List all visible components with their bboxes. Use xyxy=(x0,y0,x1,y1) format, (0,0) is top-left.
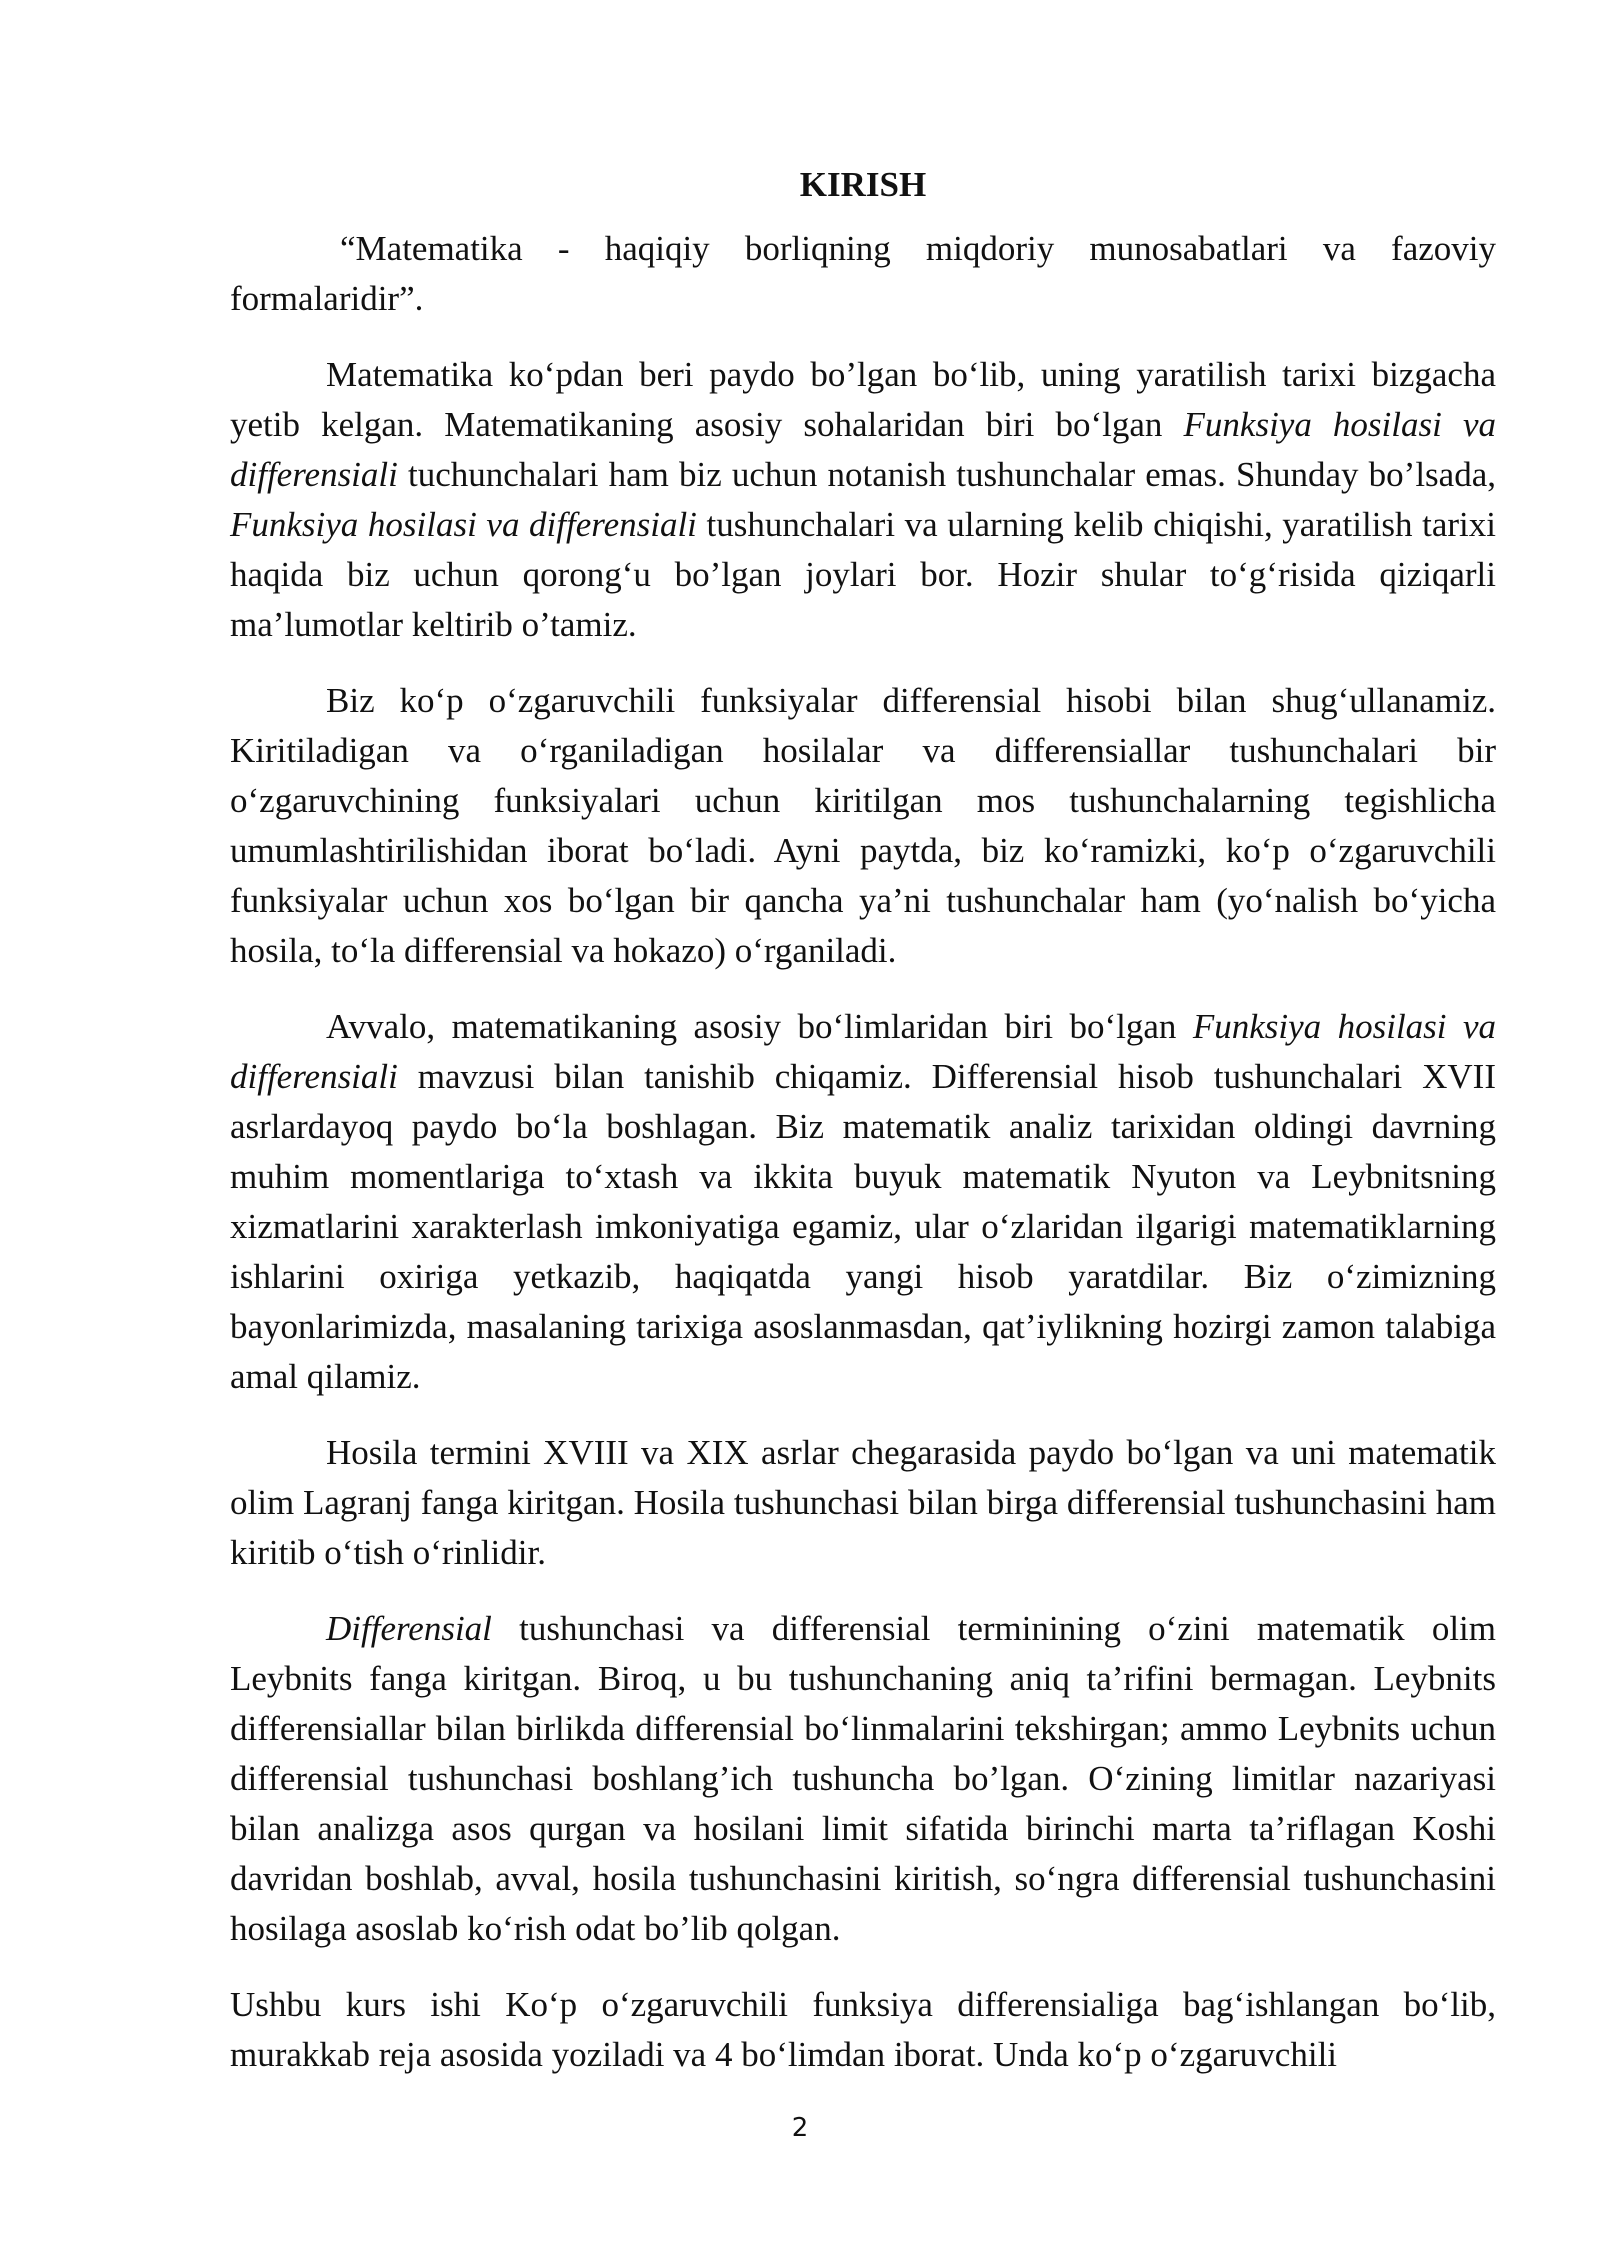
page-number: 2 xyxy=(791,2113,809,2143)
paragraph-1-text-a: Matematika ko‘pdan beri paydo bo’lgan bo‘lib, uning yaratilish tarixi bizgacha yetib kelgan. Matematikaning asosiy sohalaridan biri bo‘lgan xyxy=(230,355,1496,444)
paragraph-5-italic-term: Differensial xyxy=(326,1609,492,1648)
paragraph-3-text-a: Avvalo, matematikaning asosiy bo‘limlaridan biri bo‘lgan xyxy=(326,1007,1193,1046)
paragraph-1 xyxy=(230,350,1496,650)
paragraph-5-text-b: tushunchasi va differensial terminining o‘zini matematik olim Leybnits fanga kiritgan. Biroq, u bu tushunchaning aniq ta’rifini bermagan. Leybnits differensiallar bilan birlikda differensial bo‘linmalarini tekshirgan; ammo Leybnits uchun differensial tushunchasi boshlang’ich tushuncha bo’lgan. O‘zining limitlar nazariyasi bilan analizga asos qurgan va hosilani limit sifatida birinchi marta ta’riflagan Koshi davridan boshlab, avval, hosila tushunchasini kiritish, so‘ngra differensial tushunchasini hosilaga asoslab ko‘rish odat bo’lib qolgan. xyxy=(230,1609,1496,1948)
paragraph-3 xyxy=(230,1002,1496,1402)
paragraph-1-text-e: tushunchalari va ularning kelib chiqishi, yaratilish tarixi haqida biz uchun qorong‘u bo’lgan joylari bor. Hozir shular to‘g‘risida qiziqarli ma’lumotlar keltirib o’tamiz. xyxy=(230,505,1496,644)
paragraph-6: Ushbu kurs ishi Ko‘p o‘zgaruvchili funksiya differensialiga bag‘ishlangan bo‘lib, murakkab reja asosida yoziladi va 4 bo‘limdan iborat. Unda ko‘p o‘zgaruvchili xyxy=(230,1985,1496,2074)
page-body xyxy=(230,160,1496,2106)
paragraph-4: Hosila termini XVIII va XIX asrlar chegarasida paydo bo‘lgan va uni matematik olim Lagranj fanga kiritgan. Hosila tushunchasi bilan birga differensial tushunchasini ham kiritib o‘tish o‘rinlidir. xyxy=(230,1433,1496,1572)
epigraph-quote: “Matematika - haqiqiy borliqning miqdoriy munosabatlari va fazoviy formalaridir”. xyxy=(230,229,1496,318)
paragraph-3-text-c: mavzusi bilan tanishib chiqamiz. Differensial hisob tushunchalari XVII asrlardayoq paydo bo‘la boshlagan. Biz matematik analiz tarixidan oldingi davrning muhim momentlariga to‘xtash va ikkita buyuk matematik Nyuton va Leybnitsning xizmatlarini xarakterlash imkoniyatiga egamiz, ular o‘zlaridan ilgarigi matematiklarning ishlarini oxiriga yetkazib, haqiqatda yangi hisob yaratdilar. Biz o‘zimizning bayonlarimizda, masalaning tarixiga asoslanmasdan, qat’iylikning hozirgi zamon talabiga amal qilamiz. xyxy=(230,1057,1496,1396)
paragraph-1-text-c: tuchunchalari ham biz uchun notanish tushunchalar emas. Shunday bo’lsada, xyxy=(397,455,1496,494)
paragraph-5 xyxy=(230,1604,1496,1954)
paragraph-1-italic-term-2: Funksiya hosilasi va differensiali xyxy=(230,505,697,544)
paragraph-1-italic-term-1: Funksiya hosilasi va differensiali xyxy=(230,405,1496,494)
paragraph-2: Biz ko‘p o‘zgaruvchili funksiyalar differensial hisobi bilan shug‘ullanamiz. Kiritiladigan va o‘rganiladigan hosilalar va differensiallar tushunchalari bir o‘zgaruvchining funksiyalari uchun kiritilgan mos tushunchalarning tegishlicha umumlashtirilishidan iborat bo‘ladi. Ayni paytda, biz ko‘ramizki, ko‘p o‘zgaruvchili funksiyalar uchun xos bo‘lgan bir qancha ya’ni tushunchalar ham (yo‘nalish bo‘yicha hosila, to‘la differensial va hokazo) o‘rganiladi. xyxy=(230,681,1496,970)
paragraph-3-italic-term: Funksiya hosilasi va differensiali xyxy=(230,1007,1496,1096)
page-title: KIRISH xyxy=(799,165,927,204)
